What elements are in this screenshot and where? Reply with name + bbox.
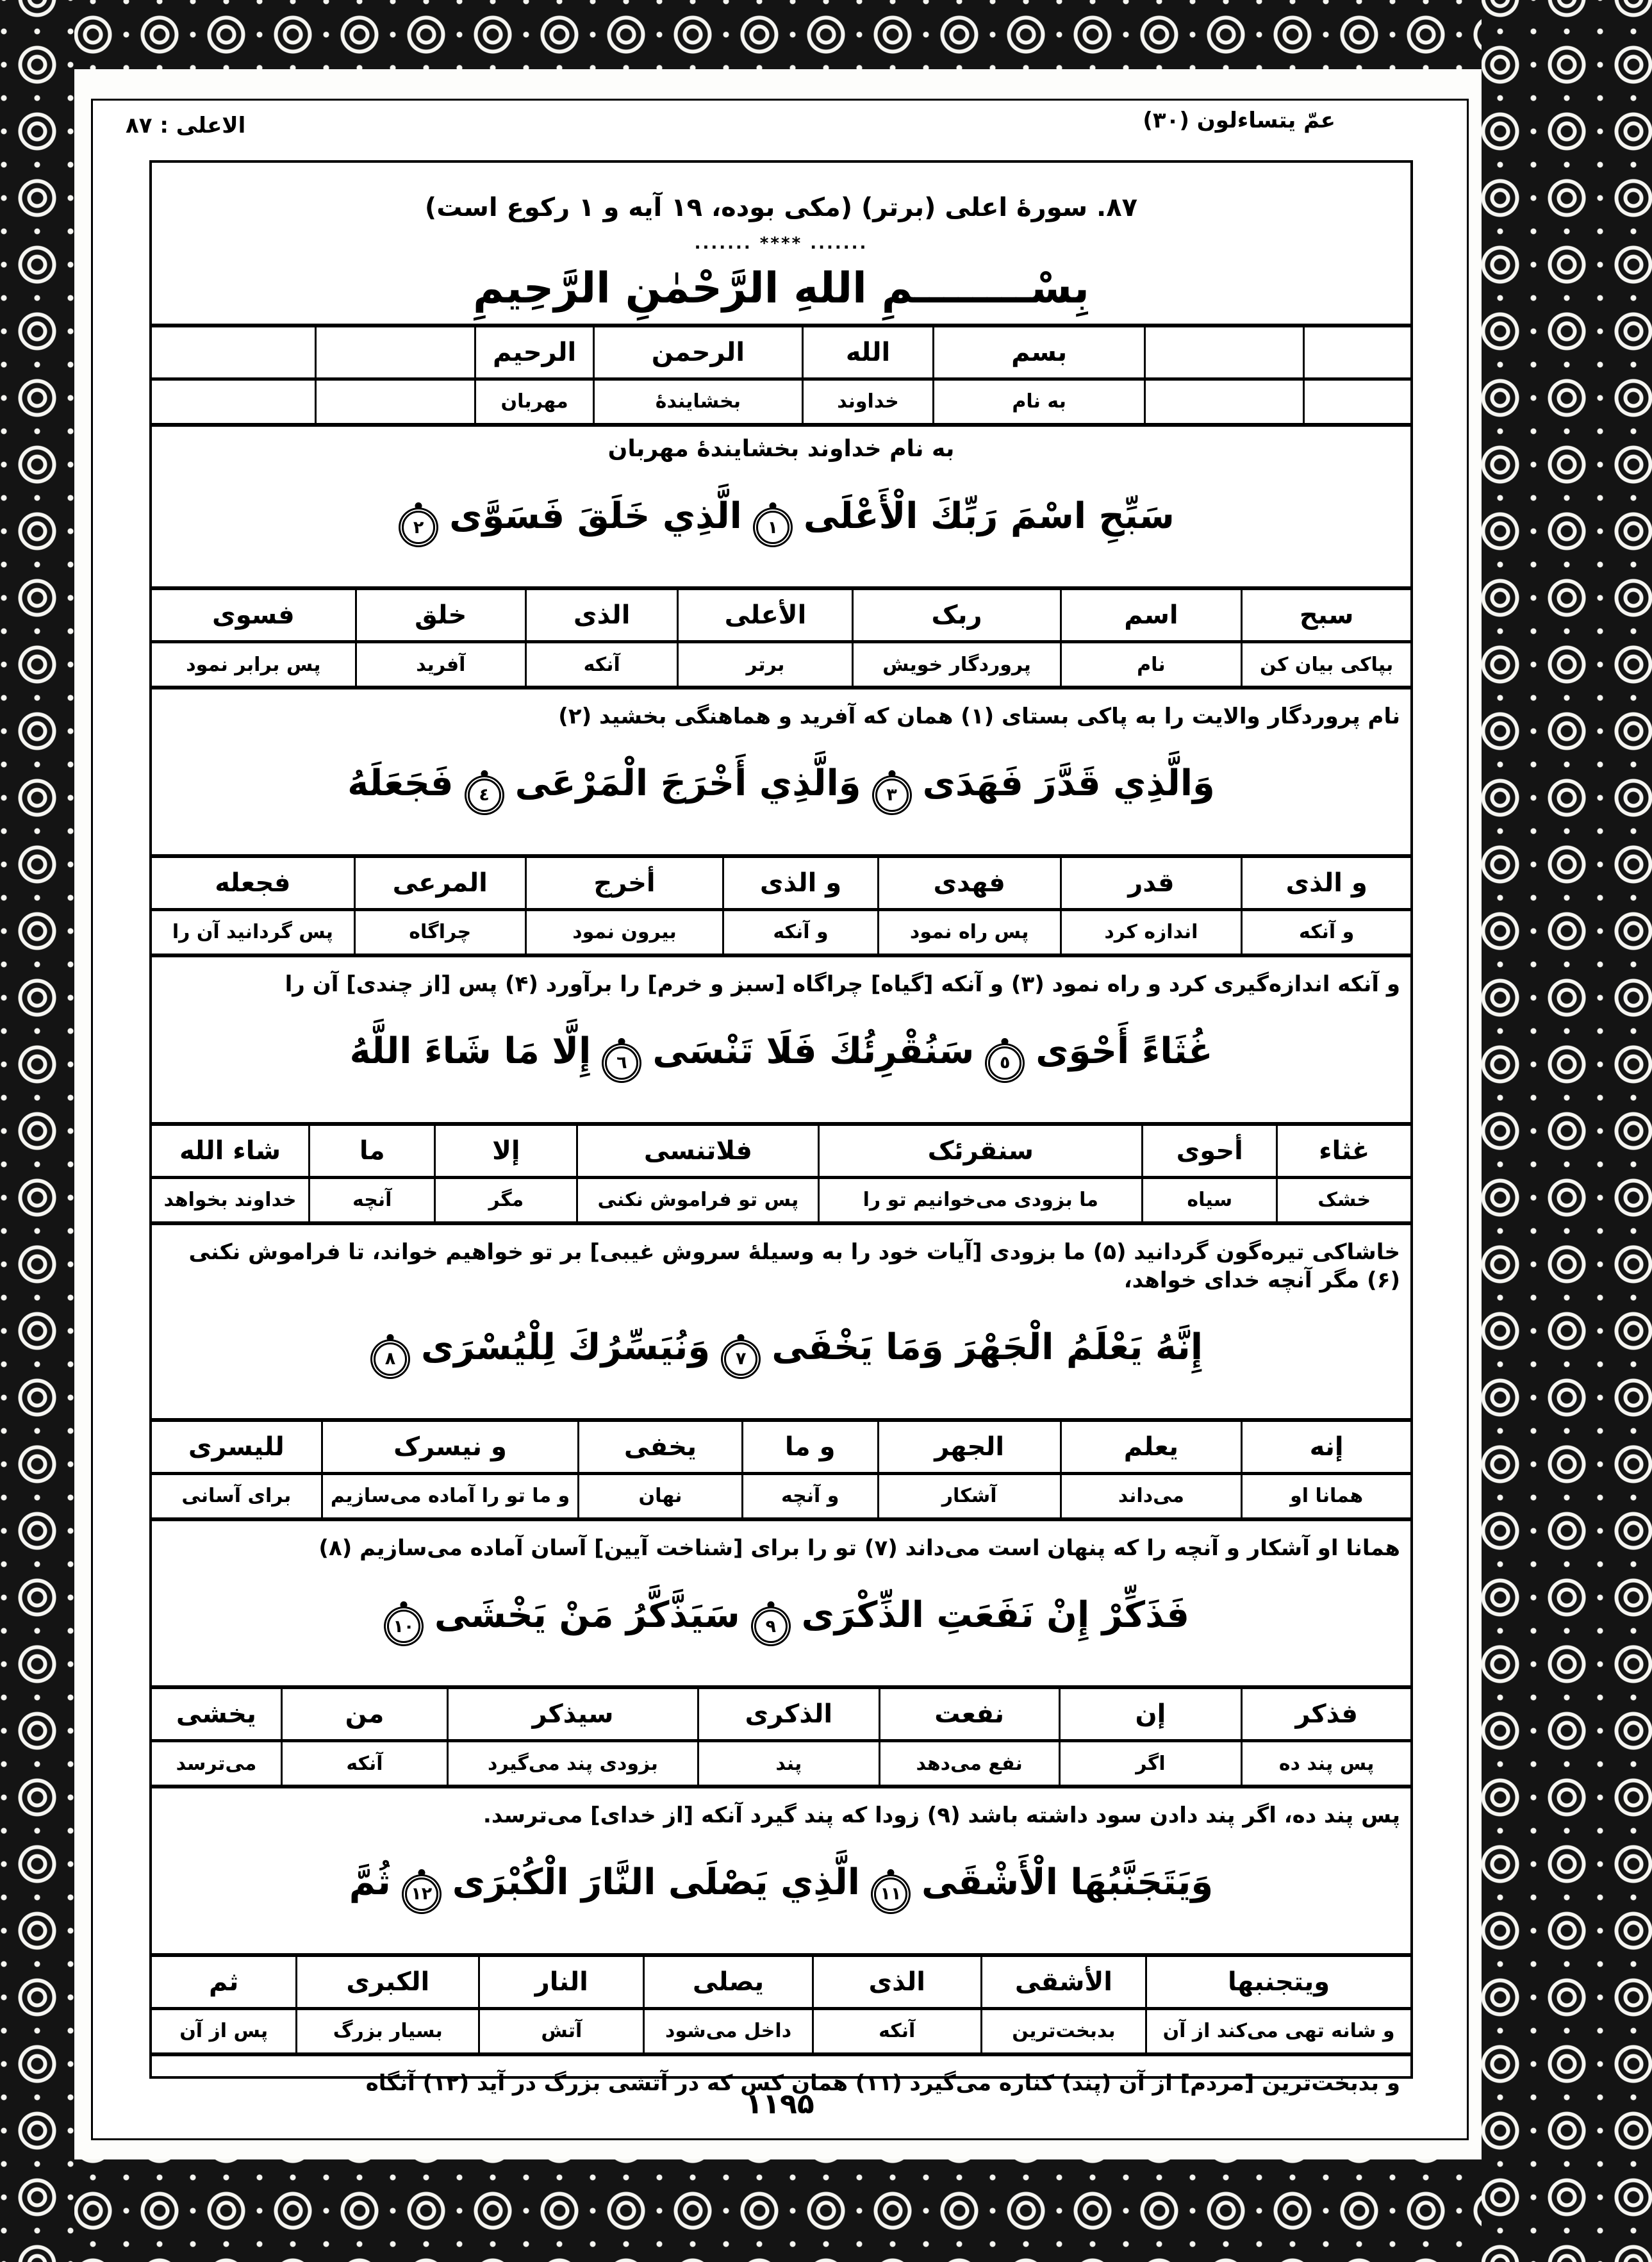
word-cell-arabic: سیذکر — [448, 1687, 698, 1741]
word-cell-arabic: الجهر — [878, 1420, 1061, 1474]
ornamental-border-bottom — [0, 2159, 1652, 2262]
bismillah-translation-line: به نام خداوند بخشایندهٔ مهربان — [607, 435, 955, 462]
verse-number-medallion: ٣ — [875, 779, 909, 812]
word-cell-arabic: فسوی — [152, 588, 356, 642]
verse-number-medallion: ٢ — [402, 511, 435, 544]
title-separator: ....... **** ....... — [694, 234, 868, 253]
word-cell-arabic: فذکر — [1242, 1687, 1410, 1741]
word-cell-persian: و آنچه — [742, 1473, 878, 1519]
word-cell-arabic: الکبری — [297, 1955, 479, 2009]
word-cell-arabic: فهدی — [878, 856, 1061, 910]
ornamental-border-right — [1482, 0, 1652, 2262]
word-cell-arabic: و الذی — [723, 856, 879, 910]
verse-text: سَبِّحِ اسْمَ رَبِّكَ الْأَعْلَى — [803, 495, 1175, 537]
word-cell-persian: برتر — [678, 642, 853, 688]
word-cell-persian: خداوند بخواهد — [152, 1177, 310, 1223]
word-cell-persian: می‌داند — [1061, 1473, 1242, 1519]
word-cell-persian: پس گردانید آن را — [152, 909, 354, 955]
word-cell-arabic: سبح — [1242, 588, 1410, 642]
word-cell-persian: خداوند — [802, 379, 933, 425]
verse-text: سَنُقْرِئُكَ فَلَا تَنْسَى — [652, 1030, 975, 1073]
verse-text: الَّذِي يَصْلَى النَّارَ الْكُبْرَى — [452, 1862, 860, 1904]
persian-meaning-row — [152, 1741, 1410, 1787]
verse-text: فَجَعَلَهُ — [347, 763, 454, 805]
empty-cell — [1145, 379, 1303, 425]
translation-line: و بدبخت‌ترین [مردم] از آن (پند) کناره می‌گیرد (۱۱) همان کس که در آتشی بزرگ در آید (۱۲) آنگاه — [365, 2070, 1400, 2096]
word-cell-persian: مگر — [435, 1177, 577, 1223]
word-cell-arabic: الأعلی — [678, 588, 853, 642]
word-cell-persian: آشکار — [878, 1473, 1061, 1519]
word-cell-arabic: الأشقی — [981, 1955, 1146, 2009]
word-cell-persian: بیرون نمود — [525, 909, 723, 955]
translation-line: خاشاکی تیره‌گون گردانید (۵) ما بزودی [آیات خود را به وسیلهٔ سروش غیبی] بر تو خواهیم خواند، تا فراموش نکنی (۶) مگر آنچه خدای خواهد، — [188, 1239, 1400, 1293]
verse-number-medallion: ٤ — [468, 779, 501, 812]
translation-line: پس پند ده، اگر پند دادن سود داشته باشد (۹) زودا که پند گیرد آنکه [از خدای] می‌ترسد. — [483, 1803, 1400, 1829]
word-cell-persian: داخل می‌شود — [644, 2008, 813, 2054]
word-table — [152, 854, 1410, 957]
word-cell-persian: نفع می‌دهد — [879, 1741, 1059, 1787]
ornamental-border-left — [0, 0, 74, 2262]
empty-cell — [152, 326, 315, 379]
word-cell-persian: آتش — [479, 2008, 644, 2054]
word-cell-arabic: الذی — [813, 1955, 981, 2009]
word-cell-arabic: و ما — [742, 1420, 878, 1474]
translation-line: و آنکه اندازه‌گیری کرد و راه نمود (۳) و آنکه [گیاه] چراگاه [سبز و خرم] را برآورد (۴) پس [از چندی] آن را — [285, 971, 1400, 997]
persian-meaning-row — [152, 2008, 1410, 2054]
word-cell-arabic: قدر — [1061, 856, 1242, 910]
verse-line — [152, 468, 1410, 570]
word-table — [152, 1418, 1410, 1521]
verse-number-medallion: ١ — [756, 511, 789, 544]
verse-text: إِنَّهُ يَعْلَمُ الْجَهْرَ وَمَا يَخْفَى — [772, 1326, 1203, 1369]
word-cell-persian: و آنکه — [723, 909, 879, 955]
verse-text: سَيَذَّكَّرُ مَنْ يَخْشَى — [434, 1594, 740, 1636]
persian-meaning-row — [152, 642, 1410, 688]
content-box — [149, 160, 1413, 2096]
verse-number-medallion: ٩ — [754, 1610, 788, 1643]
word-cell-persian: ما بزودی می‌خوانیم تو را — [819, 1177, 1143, 1223]
word-cell-persian: پس تو فراموش نکنی — [577, 1177, 819, 1223]
translation-line: نام پروردگار والایت را به پاکی بستای (۱) همان که آفرید و هماهنگی بخشید (۲) — [558, 704, 1400, 730]
verse-text: فَذَكِّرْ إِنْ نَفَعَتِ الذِّكْرَى — [801, 1594, 1190, 1636]
word-cell-persian: آنچه — [310, 1177, 435, 1223]
word-cell-persian: اگر — [1059, 1741, 1242, 1787]
empty-cell — [315, 379, 475, 425]
word-cell-persian: بدبخت‌ترین — [981, 2008, 1146, 2054]
word-cell-arabic: اسم — [1061, 588, 1242, 642]
verse-line — [152, 1567, 1410, 1669]
word-cell-arabic: بسم — [934, 326, 1145, 379]
word-cell-persian: آنکه — [525, 642, 678, 688]
word-cell-arabic: خلق — [356, 588, 525, 642]
word-cell-persian: نهان — [579, 1473, 742, 1519]
empty-cell — [1303, 379, 1410, 425]
empty-cell — [1303, 326, 1410, 379]
verse-number-medallion: ١١ — [874, 1878, 907, 1911]
word-cell-persian: پروردگار خویش — [853, 642, 1061, 688]
persian-meaning-row — [152, 1177, 1410, 1223]
word-cell-arabic: ویتجنبها — [1146, 1955, 1410, 2009]
word-cell-persian: مهربان — [475, 379, 594, 425]
verse-text: غُثَاءً أَحْوَى — [1036, 1030, 1213, 1073]
word-cell-arabic: للیسری — [152, 1420, 322, 1474]
word-cell-arabic: ثم — [152, 1955, 297, 2009]
word-cell-persian: خشک — [1277, 1177, 1410, 1223]
arabic-word-row — [152, 1124, 1410, 1178]
verse-text: وَنُيَسِّرُكَ لِلْيُسْرَى — [420, 1326, 711, 1369]
word-cell-arabic: یصلی — [644, 1955, 813, 2009]
word-cell-persian: پس برابر نمود — [152, 642, 356, 688]
arabic-word-row — [152, 1955, 1410, 2009]
empty-cell — [152, 379, 315, 425]
word-cell-arabic: و نیسرک — [322, 1420, 579, 1474]
word-cell-arabic: إلا — [435, 1124, 577, 1178]
word-cell-persian: برای آسانی — [152, 1473, 322, 1519]
empty-cell — [1145, 326, 1303, 379]
page-number: ۱۱۹۵ — [745, 2088, 814, 2120]
persian-meaning-row — [152, 379, 1410, 425]
word-cell-persian: آفرید — [356, 642, 525, 688]
verse-number-medallion: ٥ — [988, 1046, 1021, 1080]
word-cell-arabic: أخرج — [525, 856, 723, 910]
word-cell-persian: به نام — [934, 379, 1145, 425]
word-cell-arabic: و الذی — [1242, 856, 1410, 910]
word-cell-persian: چراگاه — [354, 909, 525, 955]
word-cell-arabic: ما — [310, 1124, 435, 1178]
word-cell-arabic: یخشی — [152, 1687, 281, 1741]
word-cell-persian: همانا او — [1242, 1473, 1410, 1519]
word-cell-arabic: النار — [479, 1955, 644, 2009]
verse-text: وَيَتَجَنَّبُهَا الْأَشْقَى — [921, 1862, 1214, 1904]
arabic-word-row — [152, 326, 1410, 379]
verse-line — [152, 1300, 1410, 1401]
verse-number-medallion: ١٢ — [405, 1878, 438, 1911]
word-cell-persian: بپاکی بیان کن — [1242, 642, 1410, 688]
word-cell-persian: پس پند ده — [1242, 1741, 1410, 1787]
arabic-word-row — [152, 1687, 1410, 1741]
surah-ref-header: الاعلی : ۸۷ — [126, 113, 246, 138]
arabic-word-row — [152, 588, 1410, 642]
word-cell-arabic: الله — [802, 326, 933, 379]
verse-text: وَالَّذِي أَخْرَجَ الْمَرْعَى — [515, 763, 861, 805]
word-table — [152, 1122, 1410, 1225]
word-cell-arabic: من — [281, 1687, 447, 1741]
verse-text: إِلَّا مَا شَاءَ اللَّهُ — [349, 1030, 591, 1073]
persian-meaning-row — [152, 1473, 1410, 1519]
word-cell-arabic: فجعله — [152, 856, 354, 910]
word-cell-arabic: فلاتنسی — [577, 1124, 819, 1178]
word-cell-arabic: المرعی — [354, 856, 525, 910]
word-cell-persian: می‌ترسد — [152, 1741, 281, 1787]
word-cell-arabic: شاء الله — [152, 1124, 310, 1178]
word-cell-persian: آنکه — [813, 2008, 981, 2054]
word-cell-arabic: یعلم — [1061, 1420, 1242, 1474]
arabic-word-row — [152, 856, 1410, 910]
word-cell-arabic: الرحیم — [475, 326, 594, 379]
word-cell-arabic: ربک — [853, 588, 1061, 642]
word-cell-arabic: الذکری — [698, 1687, 879, 1741]
word-cell-arabic: إن — [1059, 1687, 1242, 1741]
verse-number-medallion: ٦ — [605, 1046, 638, 1080]
verse-line — [152, 1003, 1410, 1105]
arabic-word-row — [152, 1420, 1410, 1474]
word-cell-persian: سیاه — [1143, 1177, 1277, 1223]
persian-meaning-row — [152, 909, 1410, 955]
verse-line — [152, 736, 1410, 838]
word-cell-arabic: الرحمن — [593, 326, 802, 379]
word-cell-persian: و شانه تهی می‌کند از آن — [1146, 2008, 1410, 2054]
ornamental-border-top — [0, 0, 1652, 69]
bismillah-calligraphy: بِسْــــــــمِ اللهِ الرَّحْمٰنِ الرَّحِيمِ — [473, 263, 1089, 313]
word-table — [152, 1953, 1410, 2056]
word-cell-persian: نام — [1061, 642, 1242, 688]
word-table — [152, 1685, 1410, 1788]
word-cell-persian: پس از آن — [152, 2008, 297, 2054]
word-cell-persian: و آنکه — [1242, 909, 1410, 955]
bismillah-word-table — [152, 324, 1410, 427]
word-cell-persian: بزودی پند می‌گیرد — [448, 1741, 698, 1787]
word-cell-persian: پس راه نمود — [878, 909, 1061, 955]
verse-text: وَالَّذِي قَدَّرَ فَهَدَى — [922, 763, 1215, 805]
juz-ref-header: عمّ يتساءلون (۳۰) — [1143, 108, 1335, 133]
word-cell-arabic: غثاء — [1277, 1124, 1410, 1178]
verse-number-medallion: ٨ — [374, 1342, 407, 1376]
surah-title: ۸۷. سورهٔ اعلی (برتر) (مکی بوده، ۱۹ آیه و ۱ رکوع است) — [424, 193, 1138, 222]
translation-line: همانا او آشکار و آنچه را که پنهان است می‌داند (۷) تو را برای [شناخت آیین] آسان آماده می‌سازیم (۸) — [318, 1535, 1400, 1561]
verse-text: الَّذِي خَلَقَ فَسَوَّى — [449, 495, 742, 537]
word-cell-arabic: یخفی — [579, 1420, 742, 1474]
word-cell-persian: بخشایندهٔ — [593, 379, 802, 425]
word-cell-persian: اندازه کرد — [1061, 909, 1242, 955]
word-cell-persian: آنکه — [281, 1741, 447, 1787]
verse-text: ثُمَّ — [349, 1862, 391, 1904]
word-cell-arabic: إنه — [1242, 1420, 1410, 1474]
word-table — [152, 586, 1410, 689]
word-cell-arabic: أحوی — [1143, 1124, 1277, 1178]
word-cell-persian: و ما تو را آماده می‌سازیم — [322, 1473, 579, 1519]
verse-line — [152, 1835, 1410, 1936]
word-cell-persian: پند — [698, 1741, 879, 1787]
word-cell-persian: بسیار بزرگ — [297, 2008, 479, 2054]
verse-number-medallion: ٧ — [724, 1342, 757, 1376]
word-cell-arabic: سنقرئک — [819, 1124, 1143, 1178]
empty-cell — [315, 326, 475, 379]
verse-number-medallion: ١٠ — [387, 1610, 420, 1643]
word-cell-arabic: الذی — [525, 588, 678, 642]
word-cell-arabic: نفعت — [879, 1687, 1059, 1741]
